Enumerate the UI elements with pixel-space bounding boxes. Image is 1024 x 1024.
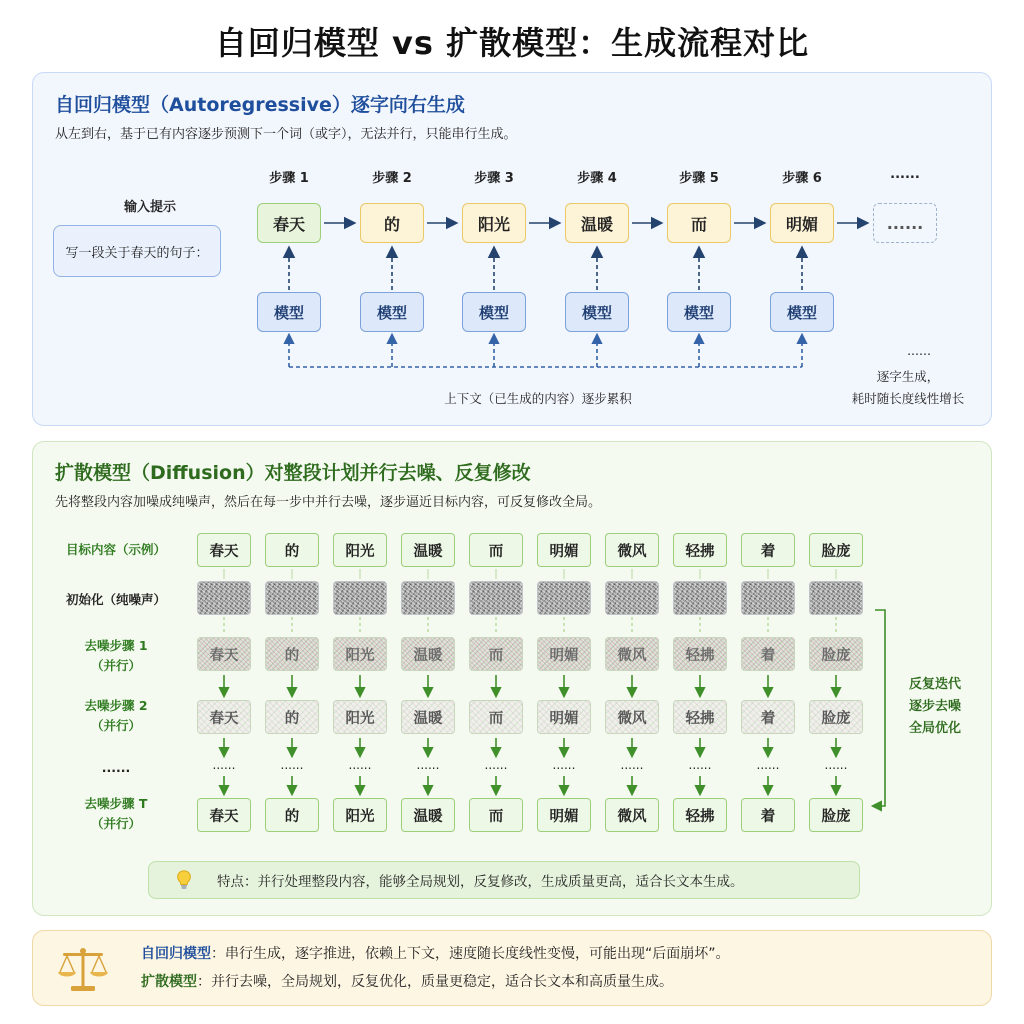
df-panel-subtitle: 先将整段内容加噪成纯噪声，然后在每一步中并行去噪，逐步逼近目标内容，可反复修改全局。 [55, 495, 602, 510]
row-label-stepT: 去噪步骤 T [84, 796, 148, 811]
denoise1-token-7: 微风 [605, 637, 659, 671]
final-token-2: 的 [265, 798, 319, 832]
target-token-3: 阳光 [333, 533, 387, 567]
denoise-dots-5: ...... [484, 758, 508, 772]
iteration-line1: 反复迭代 [908, 677, 961, 692]
target-token-2: 的 [265, 533, 319, 567]
final-token-8: 轻拂 [673, 798, 727, 832]
summary-df-row [141, 971, 673, 991]
step-label-3: 步骤 3 [474, 171, 514, 186]
noise-cell-3 [333, 581, 387, 615]
model-box-1: 模型 [257, 292, 321, 332]
ar-token-1: 春天 [257, 203, 321, 243]
final-token-1: 春天 [197, 798, 251, 832]
ar-token-2: 的 [360, 203, 424, 243]
final-token-10: 脸庞 [809, 798, 863, 832]
denoise2-token-5: 而 [469, 700, 523, 734]
row-label-dots: ...... [101, 760, 131, 775]
ar-panel-subtitle: 从左到右，基于已有内容逐步预测下一个词（或字），无法并行，只能串行生成。 [55, 127, 517, 142]
denoise1-token-1: 春天 [197, 637, 251, 671]
autoregressive-panel [32, 72, 992, 426]
step-label-7: ...... [890, 167, 920, 182]
prompt-label: 输入提示 [123, 200, 176, 215]
summary-panel [32, 930, 992, 1006]
target-token-4: 温暖 [401, 533, 455, 567]
step-label-6: 步骤 6 [782, 171, 822, 186]
step-label-1: 步骤 1 [269, 171, 309, 186]
feature-text: 特点：并行处理整段内容，能够全局规划，反复修改，生成质量更高，适合长文本生成。 [217, 874, 744, 890]
denoise-dots-8: ...... [688, 758, 712, 772]
model-box-6: 模型 [770, 292, 834, 332]
side-note-line1: 逐字生成， [876, 369, 940, 384]
df-panel-title: 扩散模型（Diffusion）对整段计划并行去噪、反复修改 [55, 462, 531, 484]
noise-cell-4 [401, 581, 455, 615]
final-token-6: 明媚 [537, 798, 591, 832]
model-box-2: 模型 [360, 292, 424, 332]
noise-cell-8 [673, 581, 727, 615]
denoise-dots-2: ...... [280, 758, 304, 772]
denoise2-token-10: 脸庞 [809, 700, 863, 734]
denoise1-token-5: 而 [469, 637, 523, 671]
summary-df-key: 扩散模型 [141, 974, 197, 990]
row-label-step1-parallel: （并行） [90, 658, 141, 673]
denoise1-token-6: 明媚 [537, 637, 591, 671]
step-label-5: 步骤 5 [679, 171, 719, 186]
denoise2-token-1: 春天 [197, 700, 251, 734]
final-token-9: 着 [741, 798, 795, 832]
prompt-box: 写一段关于春天的句子： [53, 225, 221, 277]
summary-df-text: ：并行去噪，全局规划，反复优化，质量更稳定，适合长文本和高质量生成。 [197, 974, 673, 990]
noise-cell-2 [265, 581, 319, 615]
noise-cell-10 [809, 581, 863, 615]
denoise2-token-2: 的 [265, 700, 319, 734]
ar-token-3: 阳光 [462, 203, 526, 243]
denoise-dots-9: ...... [756, 758, 780, 772]
context-note: 上下文（已生成的内容）逐步累积 [444, 391, 632, 406]
lightbulb-icon [173, 869, 195, 891]
model-box-4: 模型 [565, 292, 629, 332]
side-note-line2: 耗时随长度线性增长 [851, 391, 965, 406]
noise-cell-5 [469, 581, 523, 615]
model-box-3: 模型 [462, 292, 526, 332]
step-label-4: 步骤 4 [577, 171, 617, 186]
target-token-8: 轻拂 [673, 533, 727, 567]
denoise-dots-10: ...... [824, 758, 848, 772]
row-label-step1: 去噪步骤 1 [84, 638, 148, 653]
final-token-4: 温暖 [401, 798, 455, 832]
noise-cell-1 [197, 581, 251, 615]
denoise1-token-3: 阳光 [333, 637, 387, 671]
denoise2-token-3: 阳光 [333, 700, 387, 734]
row-label-stepT-parallel: （并行） [90, 816, 141, 831]
denoise-dots-4: ...... [416, 758, 440, 772]
row-label-step2-parallel: （并行） [90, 718, 141, 733]
iteration-bracket [873, 610, 885, 806]
model-box-5: 模型 [667, 292, 731, 332]
ar-token-4: 温暖 [565, 203, 629, 243]
ar-token-7: ...... [873, 203, 937, 243]
noise-cell-7 [605, 581, 659, 615]
denoise2-token-6: 明媚 [537, 700, 591, 734]
row-label-target: 目标内容（示例） [65, 542, 166, 557]
target-token-10: 脸庞 [809, 533, 863, 567]
step-label-2: 步骤 2 [372, 171, 412, 186]
denoise1-token-10: 脸庞 [809, 637, 863, 671]
denoise2-token-8: 轻拂 [673, 700, 727, 734]
target-token-6: 明媚 [537, 533, 591, 567]
summary-ar-row [141, 943, 730, 963]
row-label-step2: 去噪步骤 2 [84, 698, 148, 713]
df-arrows [33, 442, 993, 917]
denoise1-token-9: 着 [741, 637, 795, 671]
denoise2-token-7: 微风 [605, 700, 659, 734]
row-label-init: 初始化（纯噪声） [65, 592, 166, 607]
ar-panel-title: 自回归模型（Autoregressive）逐字向右生成 [55, 94, 465, 116]
denoise1-token-8: 轻拂 [673, 637, 727, 671]
diffusion-panel [32, 441, 992, 916]
final-token-3: 阳光 [333, 798, 387, 832]
final-token-7: 微风 [605, 798, 659, 832]
denoise-dots-7: ...... [620, 758, 644, 772]
iteration-note [895, 674, 975, 740]
side-ellipsis: ...... [907, 343, 931, 358]
denoise2-token-4: 温暖 [401, 700, 455, 734]
target-token-1: 春天 [197, 533, 251, 567]
ar-token-6: 明媚 [770, 203, 834, 243]
final-token-5: 而 [469, 798, 523, 832]
noise-cell-9 [741, 581, 795, 615]
ar-token-5: 而 [667, 203, 731, 243]
feature-box [148, 861, 860, 899]
summary-ar-text: ：串行生成，逐字推进，依赖上下文，速度随长度线性变慢，可能出现“后面崩坏”。 [211, 946, 730, 962]
summary-ar-key: 自回归模型 [141, 946, 211, 962]
page-title: 自回归模型 vs 扩散模型：生成流程对比 [214, 24, 810, 62]
denoise1-token-4: 温暖 [401, 637, 455, 671]
denoise2-token-9: 着 [741, 700, 795, 734]
target-token-7: 微风 [605, 533, 659, 567]
denoise-dots-6: ...... [552, 758, 576, 772]
target-token-9: 着 [741, 533, 795, 567]
balance-scale-icon [55, 941, 111, 997]
noise-cell-6 [537, 581, 591, 615]
iteration-line3: 全局优化 [908, 721, 961, 736]
iteration-line2: 逐步去噪 [908, 699, 961, 714]
denoise-dots-3: ...... [348, 758, 372, 772]
denoise-dots-1: ...... [212, 758, 236, 772]
target-token-5: 而 [469, 533, 523, 567]
denoise1-token-2: 的 [265, 637, 319, 671]
